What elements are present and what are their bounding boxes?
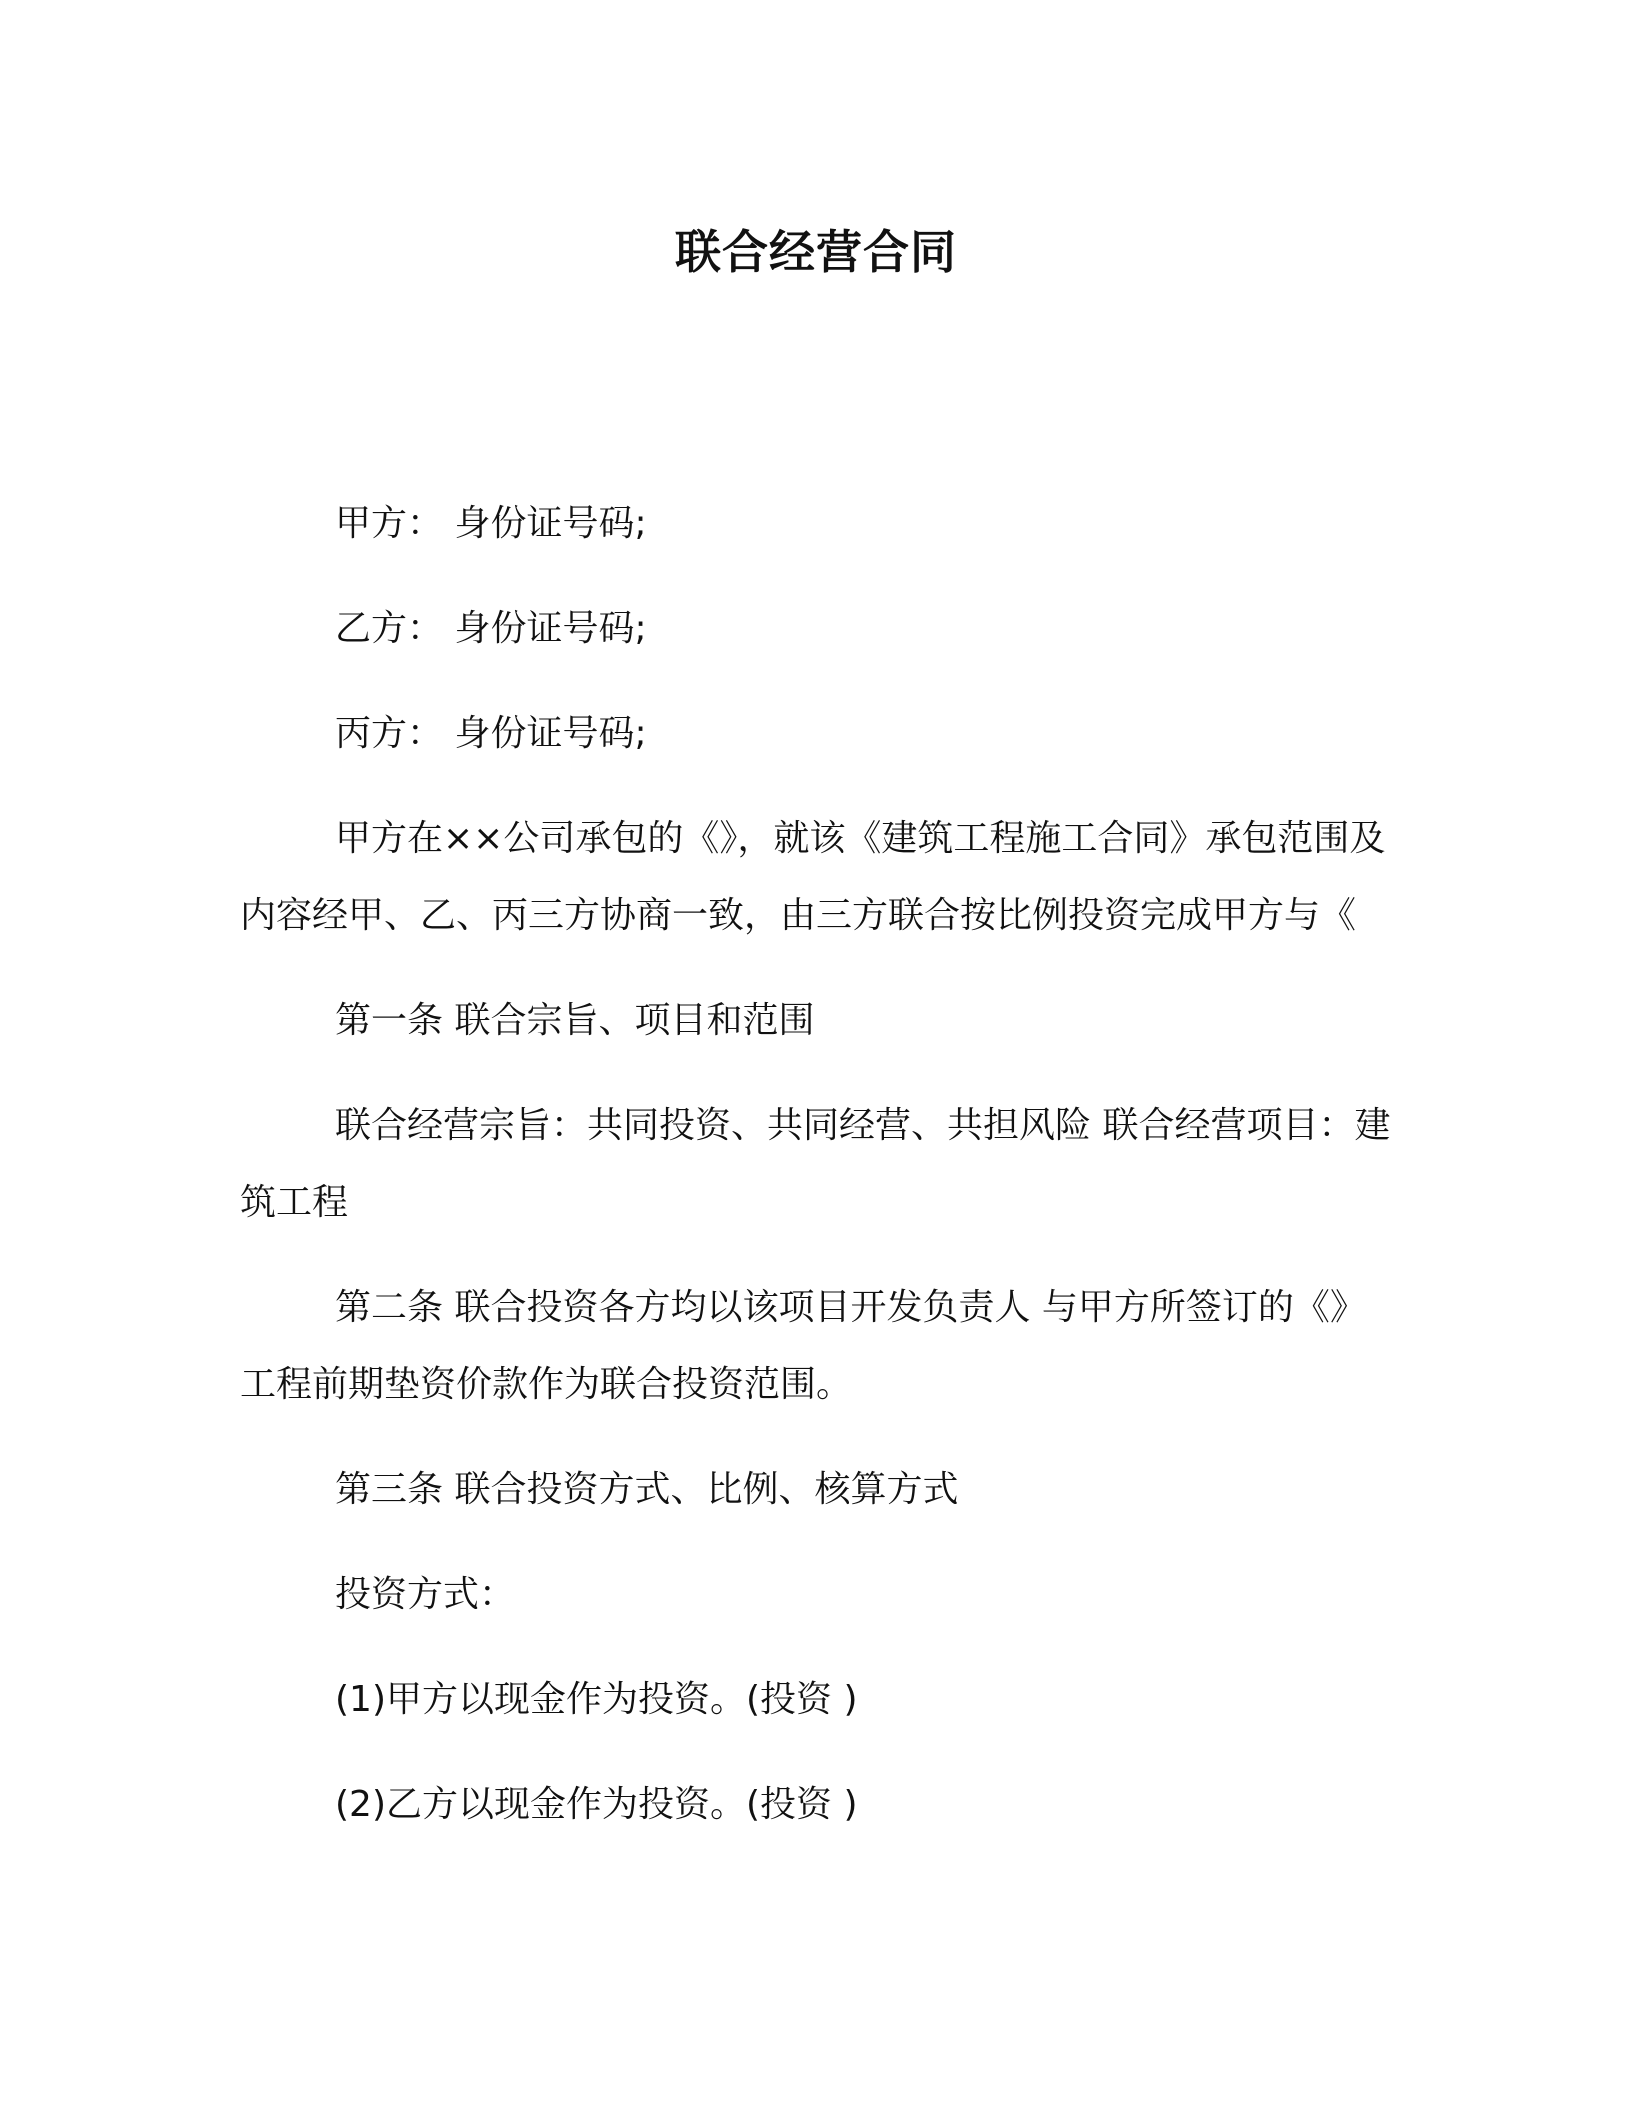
party-c-line: 丙方： 身份证号码; — [335, 713, 647, 754]
article-3-heading: 第三条 联合投资方式、比例、核算方式 — [335, 1469, 959, 1510]
article-1-heading: 第一条 联合宗旨、项目和范围 — [335, 1000, 815, 1041]
party-b-line: 乙方： 身份证号码; — [335, 608, 647, 649]
investment-method-label: 投资方式： — [335, 1574, 516, 1615]
document-body — [240, 485, 1392, 1871]
article-2-paragraph: 第二条 联合投资各方均以该项目开发负责人 与甲方所签订的《》工程前期垫资价款作为联合投资范围。 — [240, 1287, 1366, 1405]
preamble-paragraph: 甲方在××公司承包的《》，就该《建筑工程施工合同》承包范围及内容经甲、乙、丙三方协商一致，由三方联合按比例投资完成甲方与《 — [240, 818, 1386, 936]
investment-item-1: (1)甲方以现金作为投资。(投资 ) — [335, 1679, 858, 1720]
party-a-line: 甲方： 身份证号码; — [335, 503, 647, 544]
article-1-body: 联合经营宗旨：共同投资、共同经营、共担风险 联合经营项目：建筑工程 — [240, 1105, 1391, 1223]
document-title: 联合经营合同 — [675, 225, 957, 279]
investment-item-2: (2)乙方以现金作为投资。(投资 ) — [335, 1784, 858, 1825]
